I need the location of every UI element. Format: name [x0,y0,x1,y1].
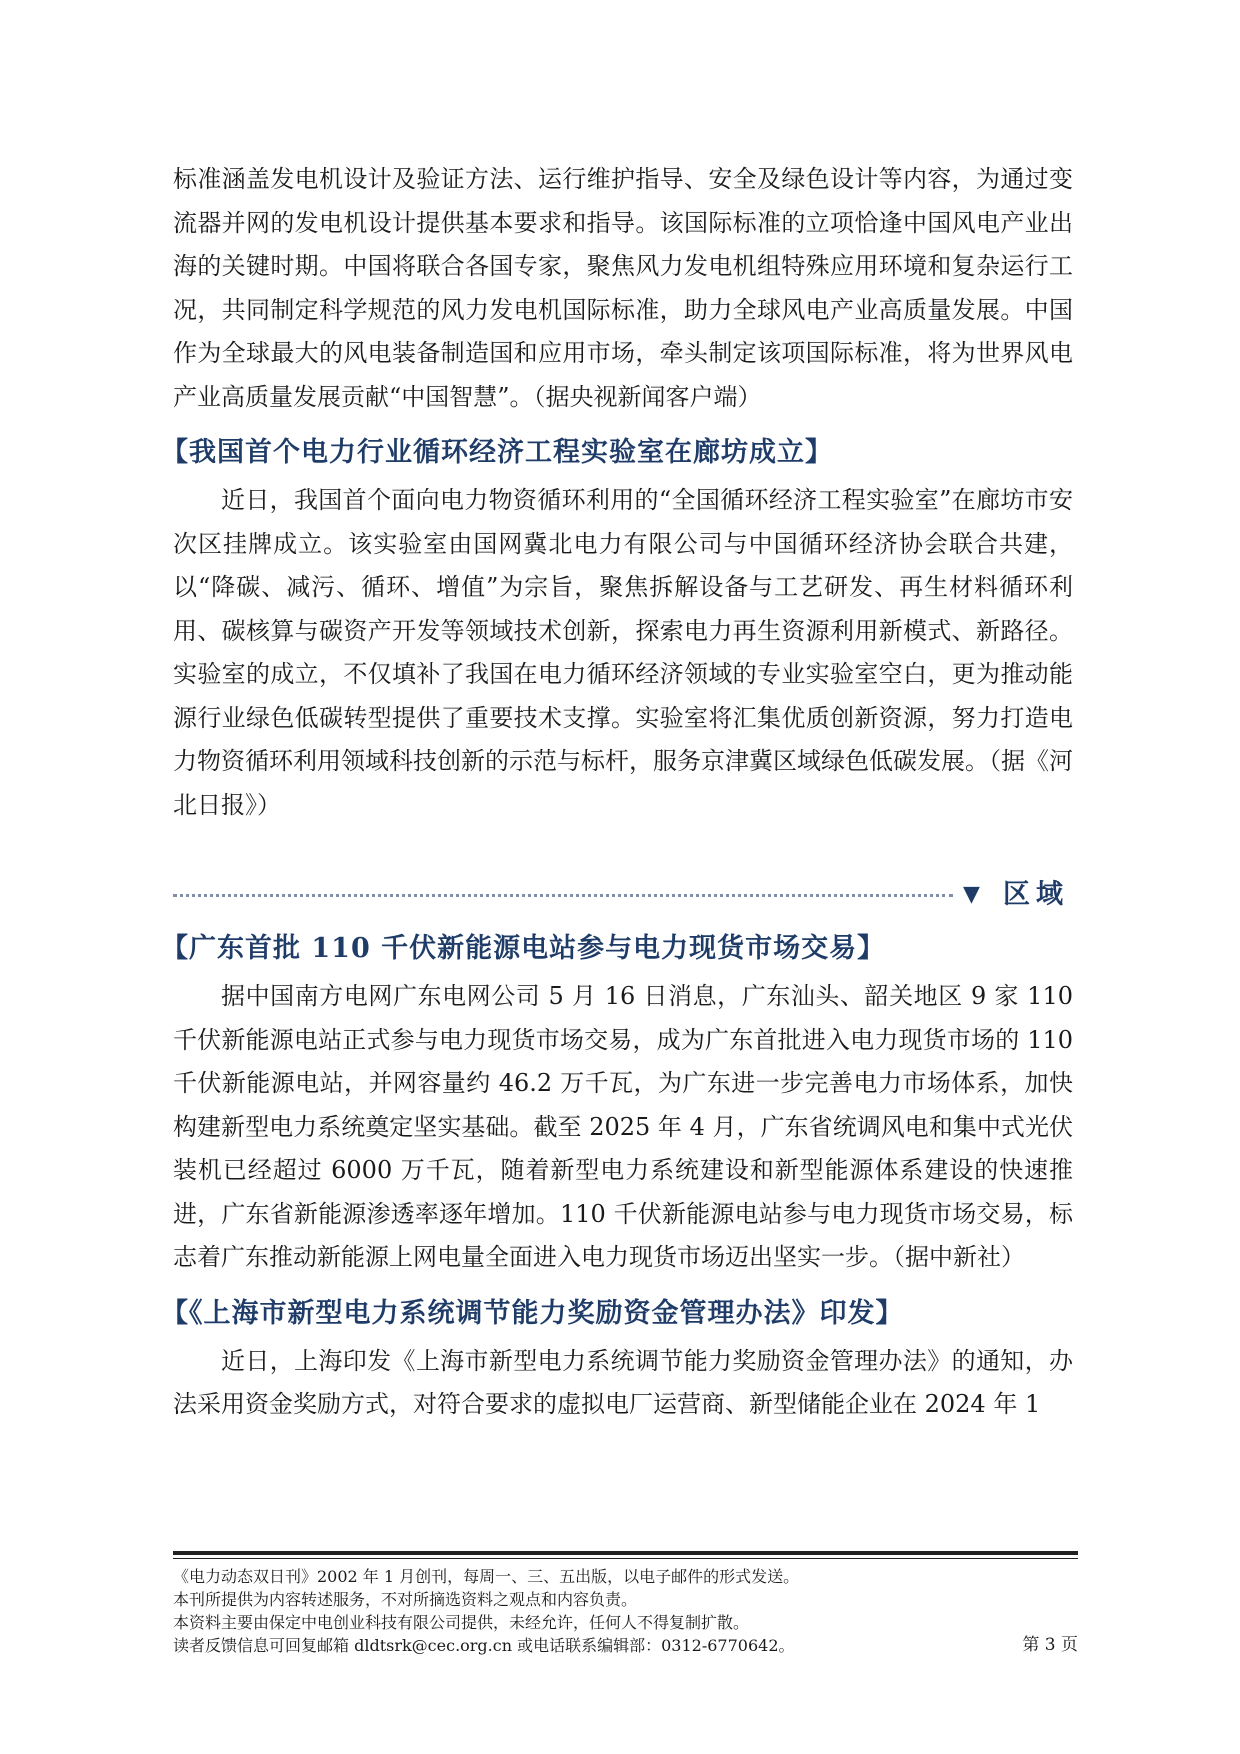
article-title-shanghai: 【《上海市新型电力系统调节能力奖励资金管理办法》印发】 [161,1297,904,1329]
footer-line-contact: 读者反馈信息可回复邮箱 dldtsrk@cec.org.cn 或电话联系编辑部：0312-6770642。 [173,1636,795,1655]
footer-line-disclaimer: 本刊所提供为内容转述服务，不对所摘选资料之观点和内容负责。 [173,1590,638,1609]
section-label-region: 区域 [1003,879,1069,910]
article-body-guangdong: 据中国南方电网广东电网公司 5 月 16 日消息，广东汕头、韶关地区 9 家 110 千伏新能源电站正式参与电力现货市场交易，成为广东首批进入电力现货市场的 110 千伏新能源电站，并网容量约 46.2 万千瓦，为广东进一步完善电力市场体系，加快构建新型电力系统奠定坚实基础。截至 2025 年 4 月，广东省统调风电和集中式光伏装机已经超过 6000 万千瓦，随着新型电力系统建设和新型能源体系建设的快速推进，广东省新能源渗透率逐年增加。110 千伏新能源电站参与电力现货市场交易，标志着广东推动新能源上网电量全面进入电力现货市场迈出坚实一步。（据中新社） [173,982,1073,1271]
footer-contact-row [173,1634,1078,1657]
section-divider [173,875,1073,915]
footer-rule-thick [173,1551,1078,1555]
footer-notes [173,1565,1078,1657]
article-body-shanghai: 近日，上海印发《上海市新型电力系统调节能力奖励资金管理办法》的通知，办法采用资金奖励方式，对符合要求的虚拟电厂运营商、新型储能企业在 2024 年 1 [173,1346,1073,1418]
page-content [161,158,1073,1427]
dotted-rule [173,894,953,897]
article-body-lab: 近日，我国首个面向电力物资循环利用的“全国循环经济工程实验室”在廊坊市安次区挂牌成立。该实验室由国网冀北电力有限公司与中国循环经济协会联合共建，以“降碳、减污、循环、增值”为宗旨，聚焦拆解设备与工艺研发、再生材料循环利用、碳核算与碳资产开发等领域技术创新，探索电力再生资源利用新模式、新路径。实验室的成立，不仅填补了我国在电力循环经济领域的专业实验室空白，更为推动能源行业绿色低碳转型提供了重要技术支撑。实验室将汇集优质创新资源，努力打造电力物资循环利用领域科技创新的示范与标杆，服务京津冀区域绿色低碳发展。（据《河北日报》） [173,486,1073,819]
page-footer [173,1551,1078,1657]
intro-paragraph: 标准涵盖发电机设计及验证方法、运行维护指导、安全及绿色设计等内容，为通过变流器并网的发电机设计提供基本要求和指导。该国际标准的立项恰逢中国风电产业出海的关键时期。中国将联合各国专家，聚焦风力发电机组特殊应用环境和复杂运行工况，共同制定科学规范的风力发电机国际标准，助力全球风电产业高质量发展。中国作为全球最大的风电装备制造国和应用市场，牵头制定该项国际标准，将为世界风电产业高质量发展贡献“中国智慧”。（据央视新闻客户端） [173,165,1073,411]
triangle-down-icon: ▼ [963,882,980,907]
footer-line-copyright: 本资料主要由保定中电创业科技有限公司提供，未经允许，任何人不得复制扩散。 [173,1613,750,1632]
article-title-lab: 【我国首个电力行业循环经济工程实验室在廊坊成立】 [161,437,833,468]
page-number: 第 3 页 [1022,1635,1078,1655]
article-title-guangdong: 【广东首批 110 千伏新能源电站参与电力现货市场交易】 [161,933,886,964]
footer-line-publication: 《电力动态双日刊》2002 年 1 月创刊，每周一、三、五出版，以电子邮件的形式发送。 [173,1567,800,1586]
footer-rule-thin [173,1558,1078,1559]
